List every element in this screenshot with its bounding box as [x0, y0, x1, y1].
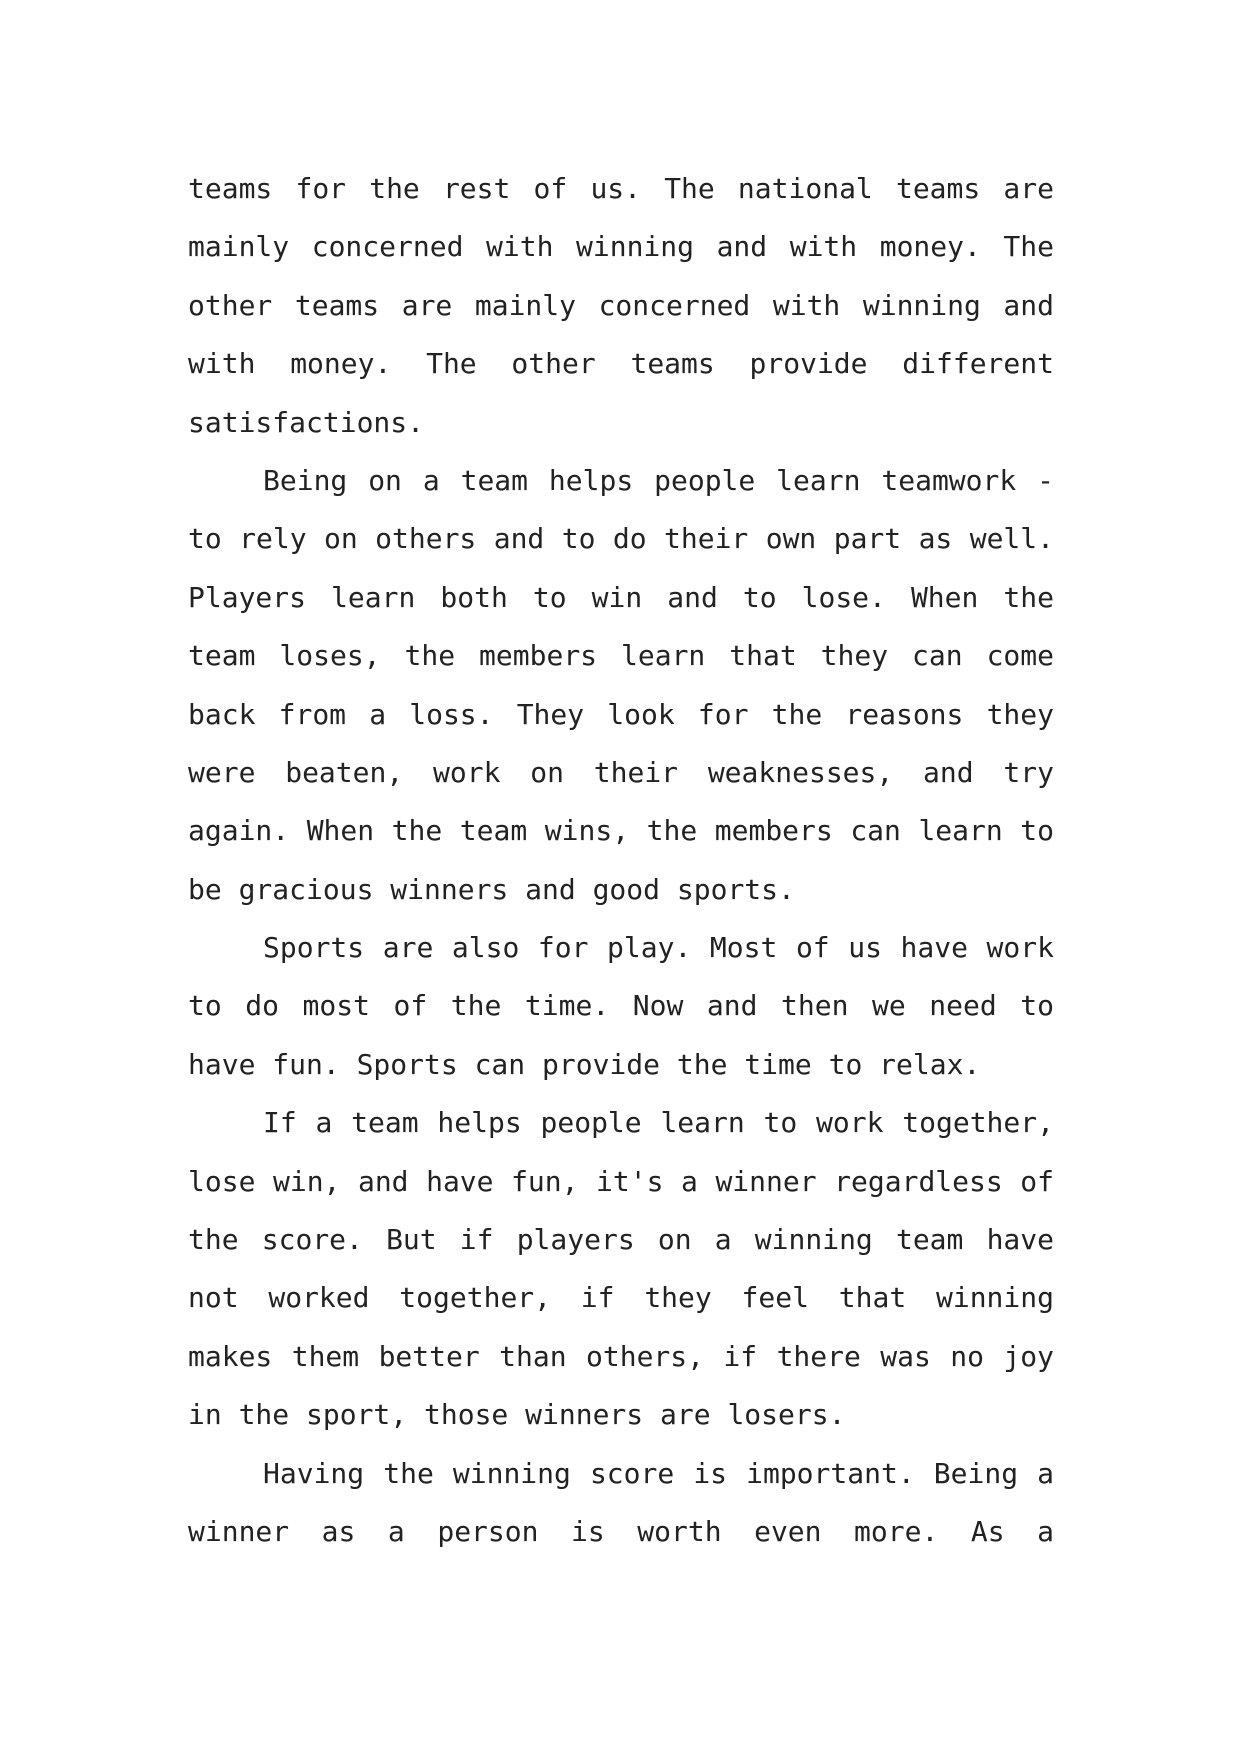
- text-line: to do most of the time. Now and then we need to: [188, 989, 1054, 1023]
- text-line: again. When the team wins, the members can learn to: [188, 814, 1054, 848]
- text-line: teams for the rest of us. The national teams are: [188, 172, 1054, 205]
- paragraph: [188, 1445, 1054, 1562]
- text-line: in the sport, those winners are losers.: [188, 1398, 846, 1432]
- text-line: Having the winning score is important. Being a: [263, 1456, 1054, 1490]
- text-line: If a team helps people learn to work together,: [263, 1106, 1054, 1140]
- text-line: the score. But if players on a winning team have: [188, 1223, 1054, 1257]
- paragraph: [188, 160, 1054, 452]
- paragraph: [188, 452, 1054, 919]
- text-line: back from a loss. They look for the reasons they: [188, 697, 1054, 731]
- text-line: not worked together, if they feel that winning: [188, 1281, 1054, 1315]
- text-line: with money. The other teams provide different: [188, 347, 1054, 381]
- paragraph: [188, 1094, 1054, 1444]
- text-line: were beaten, work on their weaknesses, and try: [188, 755, 1054, 789]
- paragraph: [188, 919, 1054, 1094]
- text-line: have fun. Sports can provide the time to relax.: [188, 1047, 981, 1081]
- text-line: Players learn both to win and to lose. When the: [188, 580, 1054, 614]
- body-text: [188, 160, 1054, 1561]
- text-line: other teams are mainly concerned with winning and: [188, 288, 1054, 322]
- text-line: Sports are also for play. Most of us have work: [263, 931, 1054, 965]
- text-line: be gracious winners and good sports.: [188, 872, 795, 906]
- text-line: makes them better than others, if there was no joy: [188, 1339, 1054, 1373]
- text-line: mainly concerned with winning and with money. The: [188, 230, 1054, 264]
- text-line: team loses, the members learn that they can come: [188, 639, 1054, 673]
- text-line: lose win, and have fun, it's a winner regardless of: [188, 1164, 1054, 1198]
- text-line: satisfactions.: [188, 405, 425, 439]
- text-line: Being on a team helps people learn teamwork -: [263, 463, 1054, 497]
- text-line: winner as a person is worth even more. As a: [188, 1514, 1054, 1548]
- text-line: to rely on others and to do their own part as well.: [188, 522, 1054, 556]
